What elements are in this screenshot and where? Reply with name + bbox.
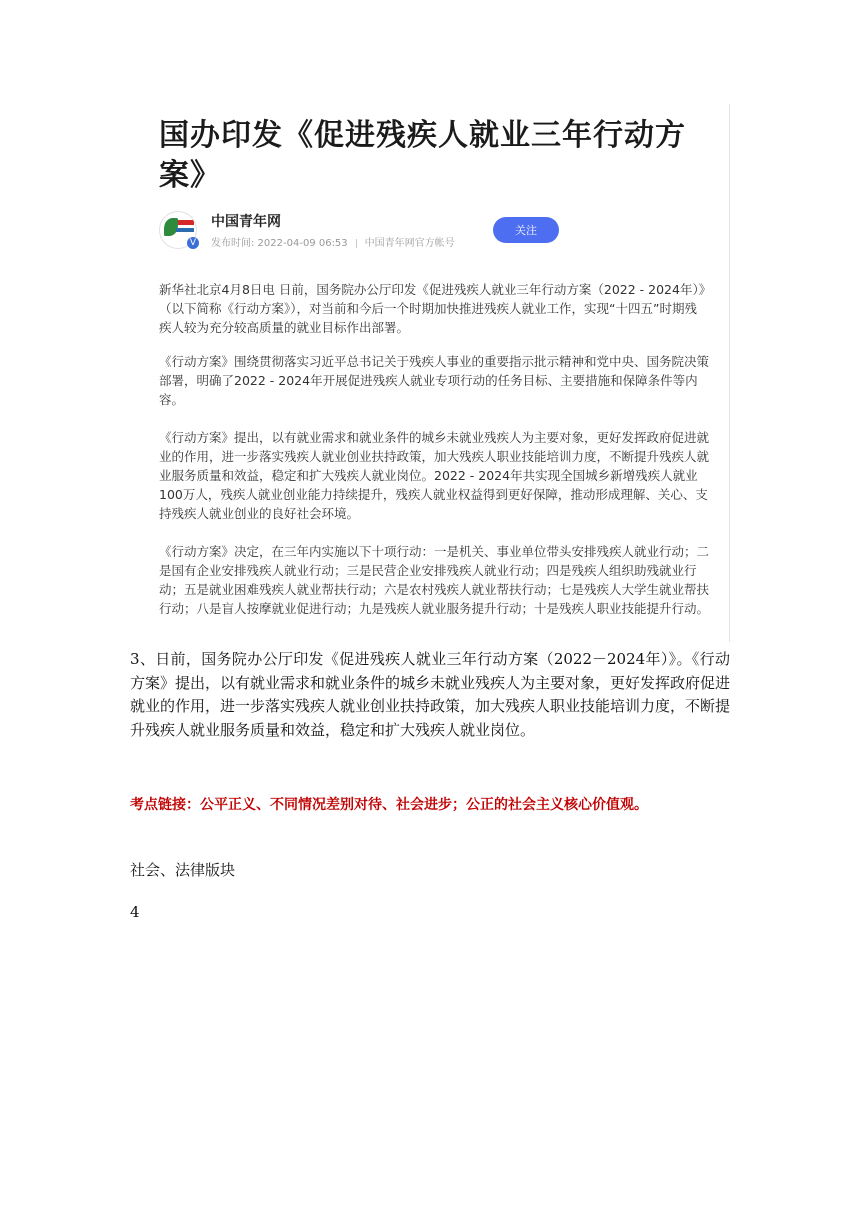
article-paragraph: 《行动方案》决定，在三年内实施以下十项行动：一是机关、事业单位带头安排残疾人就业行动；二是国有企业安排残疾人就业行动；三是民营企业安排残疾人就业行动；四是残疾人组织助残就业行动；五是就业困难残疾人就业帮扶行动；六是农村残疾人就业帮扶行动；七是残疾人大学生就业帮扶行动；八是盲人按摩就业促进行动；九是残疾人就业服务提升行动；十是残疾人职业技能提升行动。: [159, 544, 710, 616]
article-paragraph: 《行动方案》提出，以有就业需求和就业条件的城乡未就业残疾人为主要对象，更好发挥政府促进就业的作用，进一步落实残疾人就业创业扶持政策，加大残疾人职业技能培训力度，不断提升残疾人就业服务质量和效益，稳定和扩大残疾人就业岗位。2022 - 2024年共实现全国城乡新增残疾人就业100万人，残疾人就业创业能力持续提升，残疾人就业权益得到更好保障，推动形成理解、关心、支持残疾人就业创业的良好社会环境。: [159, 430, 710, 521]
author-meta: [211, 234, 455, 249]
account-label: 中国青年网官方帐号: [364, 238, 455, 249]
meta-divider: [356, 239, 357, 248]
author-row: [159, 209, 719, 249]
news-screenshot: [143, 104, 730, 642]
keypoint-link: 考点链接：公平正义、不同情况差别对待、社会进步；公正的社会主义核心价值观。: [130, 797, 648, 813]
follow-button[interactable]: 关注: [493, 217, 559, 243]
main-paragraph: 3、日前，国务院办公厅印发《促进残疾人就业三年行动方案（2022－2024年）》。《行动方案》提出，以有就业需求和就业条件的城乡未就业残疾人为主要对象，更好发挥政府促进就业的作用，进一步落实残疾人就业创业扶持政策，加大残疾人职业技能培训力度，不断提升残疾人就业服务质量和效益，稳定和扩大残疾人就业岗位。: [130, 650, 731, 739]
article-paragraph: 《行动方案》围绕贯彻落实习近平总书记关于残疾人事业的重要指示批示精神和党中央、国务院决策部署，明确了2022 - 2024年开展促进残疾人就业专项行动的任务目标、主要措施和保障条件等内容。: [159, 354, 710, 407]
article-paragraph: 新华社北京4月8日电 日前，国务院办公厅印发《促进残疾人就业三年行动方案（2022 - 2024年）》（以下简称《行动方案》），对当前和今后一个时期加快推进残疾人就业工作，实现“十四五”时期残疾人较为充分较高质量的就业目标作出部署。: [159, 282, 705, 335]
publish-time: 发布时间: 2022-04-09 06:53: [211, 238, 348, 249]
author-name[interactable]: 中国青年网: [211, 214, 281, 230]
logo-text-icon: [176, 228, 194, 232]
section-label: 社会、法律版块: [130, 861, 236, 879]
verified-badge-icon: V: [187, 237, 199, 249]
logo-leaf-icon: [164, 218, 178, 236]
page-number: 4: [130, 903, 140, 921]
logo-bar-icon: [178, 220, 194, 225]
article-title: 国办印发《促进残疾人就业三年行动方案》: [159, 118, 686, 193]
